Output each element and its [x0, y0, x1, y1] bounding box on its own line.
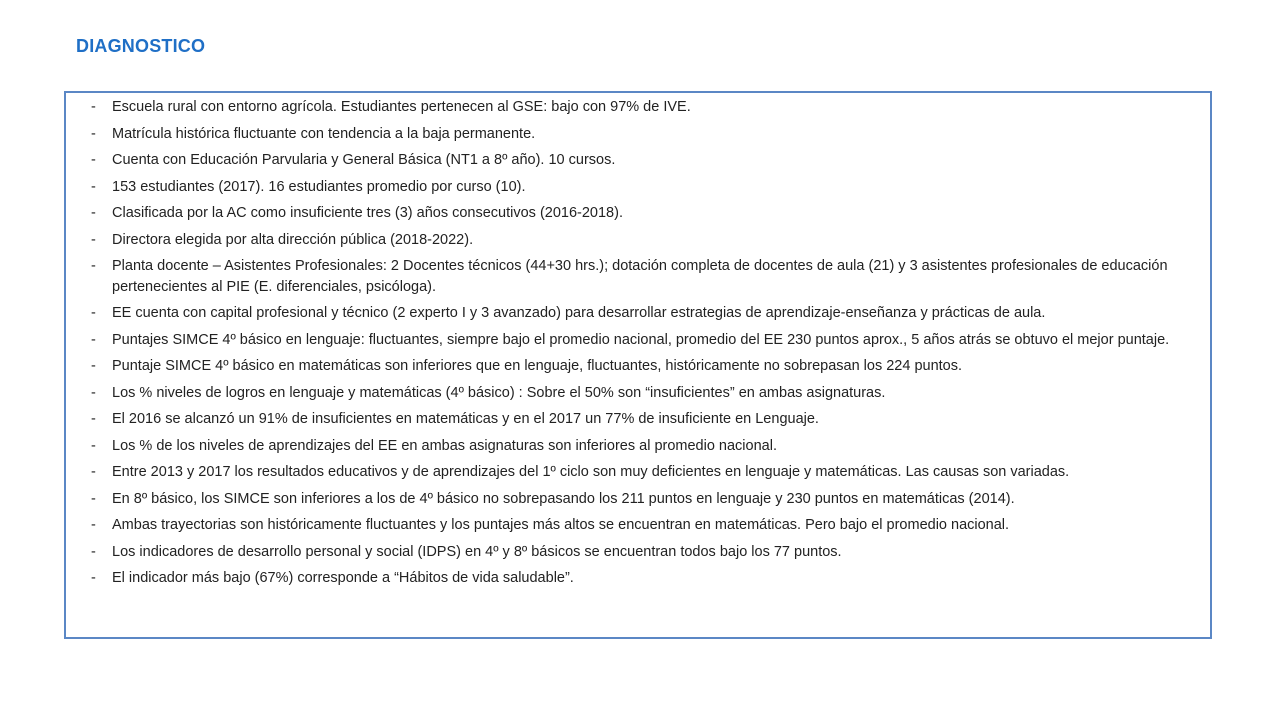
list-item-text: Matrícula histórica fluctuante con tendencia a la baja permanente. — [112, 125, 536, 142]
bullet-dash: - — [91, 258, 96, 274]
bullet-dash: - — [91, 358, 96, 374]
list-item-text: Puntajes SIMCE 4º básico en lenguaje: fluctuantes, siempre bajo el promedio nacional, promedio del EE 230 puntos aprox., 5 años atrás se obtuvo el mejor puntaje. — [112, 331, 1170, 348]
list-item — [66, 383, 1204, 404]
bullet-dash: - — [91, 331, 96, 348]
list-item — [66, 150, 1204, 171]
list-item — [66, 124, 1204, 145]
list-item — [66, 542, 1204, 563]
bullet-dash: - — [91, 152, 96, 168]
list-item — [66, 489, 1204, 510]
list-item — [66, 177, 1204, 198]
list-item-text: Ambas trayectorias son históricamente fluctuantes y los puntajes más altos se encuentran en matemáticas. Pero bajo el promedio nacional. — [112, 517, 1010, 533]
bullet-dash: - — [91, 125, 96, 142]
list-item-text: Los % niveles de logros en lenguaje y matemáticas (4º básico) : Sobre el 50% son “insuficientes” en ambas asignaturas. — [112, 384, 886, 401]
list-item — [66, 303, 1204, 324]
list-item-text: Directora elegida por alta dirección pública (2018-2022). — [112, 231, 474, 248]
list-item-text: Los indicadores de desarrollo personal y social (IDPS) en 4º y 8º básicos se encuentran todos bajo los 77 puntos. — [112, 543, 842, 560]
bullet-dash: - — [91, 464, 96, 480]
bullet-dash: - — [91, 411, 96, 427]
bullet-dash: - — [91, 305, 96, 321]
list-item-text: En 8º básico, los SIMCE son inferiores a los de 4º básico no sobrepasando los 211 puntos en lenguaje y 230 puntos en matemáticas (2014). — [112, 490, 1015, 507]
list-item — [66, 97, 1204, 118]
bullet-dash: - — [91, 178, 96, 195]
list-item-text: Puntaje SIMCE 4º básico en matemáticas son inferiores que en lenguaje, fluctuantes, históricamente no sobrepasan los 224 puntos. — [112, 358, 963, 374]
list-item-text: El indicador más bajo (67%) corresponde a “Hábitos de vida saludable”. — [112, 570, 574, 586]
list-item — [66, 203, 1204, 224]
list-item-text: Los % de los niveles de aprendizajes del EE en ambas asignaturas son inferiores al promedio nacional. — [112, 437, 777, 454]
list-item — [66, 330, 1204, 351]
list-item-text: Entre 2013 y 2017 los resultados educativos y de aprendizajes del 1º ciclo son muy deficientes en lenguaje y matemáticas. Las causas son variadas. — [112, 464, 1070, 480]
list-item — [66, 515, 1204, 536]
bullet-dash: - — [91, 490, 96, 507]
bullet-dash: - — [91, 517, 96, 533]
list-item — [66, 356, 1204, 377]
page-title: DIAGNOSTICO — [76, 36, 206, 56]
list-item-text: Cuenta con Educación Parvularia y General Básica (NT1 a 8º año). 10 cursos. — [112, 152, 616, 168]
bullet-dash: - — [91, 231, 96, 248]
diagnostic-box — [64, 91, 1212, 639]
list-item — [66, 256, 1204, 297]
list-item — [66, 230, 1204, 251]
diagnostic-list — [66, 97, 1204, 589]
list-item-text: Escuela rural con entorno agrícola. Estudiantes pertenecen al GSE: bajo con 97% de IVE. — [112, 99, 691, 115]
bullet-dash: - — [91, 99, 96, 115]
bullet-dash: - — [91, 384, 96, 401]
list-item — [66, 462, 1204, 483]
bullet-dash: - — [91, 437, 96, 454]
list-item — [66, 568, 1204, 589]
bullet-dash: - — [91, 205, 96, 221]
list-item-text: 153 estudiantes (2017). 16 estudiantes promedio por curso (10). — [112, 178, 526, 195]
list-item-text: Planta docente – Asistentes Profesionales: 2 Docentes técnicos (44+30 hrs.); dotación completa de docentes de aula (21) y 3 asistentes profesionales de educación pertenecientes al PIE (E. diferenciales, psicóloga). — [112, 258, 1168, 295]
list-item-text: EE cuenta con capital profesional y técnico (2 experto I y 3 avanzado) para desarrollar estrategias de aprendizaje-enseñanza y prácticas de aula. — [112, 305, 1046, 321]
list-item-text: El 2016 se alcanzó un 91% de insuficientes en matemáticas y en el 2017 un 77% de insuficiente en Lenguaje. — [112, 411, 819, 427]
list-item-text: Clasificada por la AC como insuficiente tres (3) años consecutivos (2016-2018). — [112, 205, 623, 221]
list-item — [66, 436, 1204, 457]
list-item — [66, 409, 1204, 430]
bullet-dash: - — [91, 570, 96, 586]
bullet-dash: - — [91, 543, 96, 560]
